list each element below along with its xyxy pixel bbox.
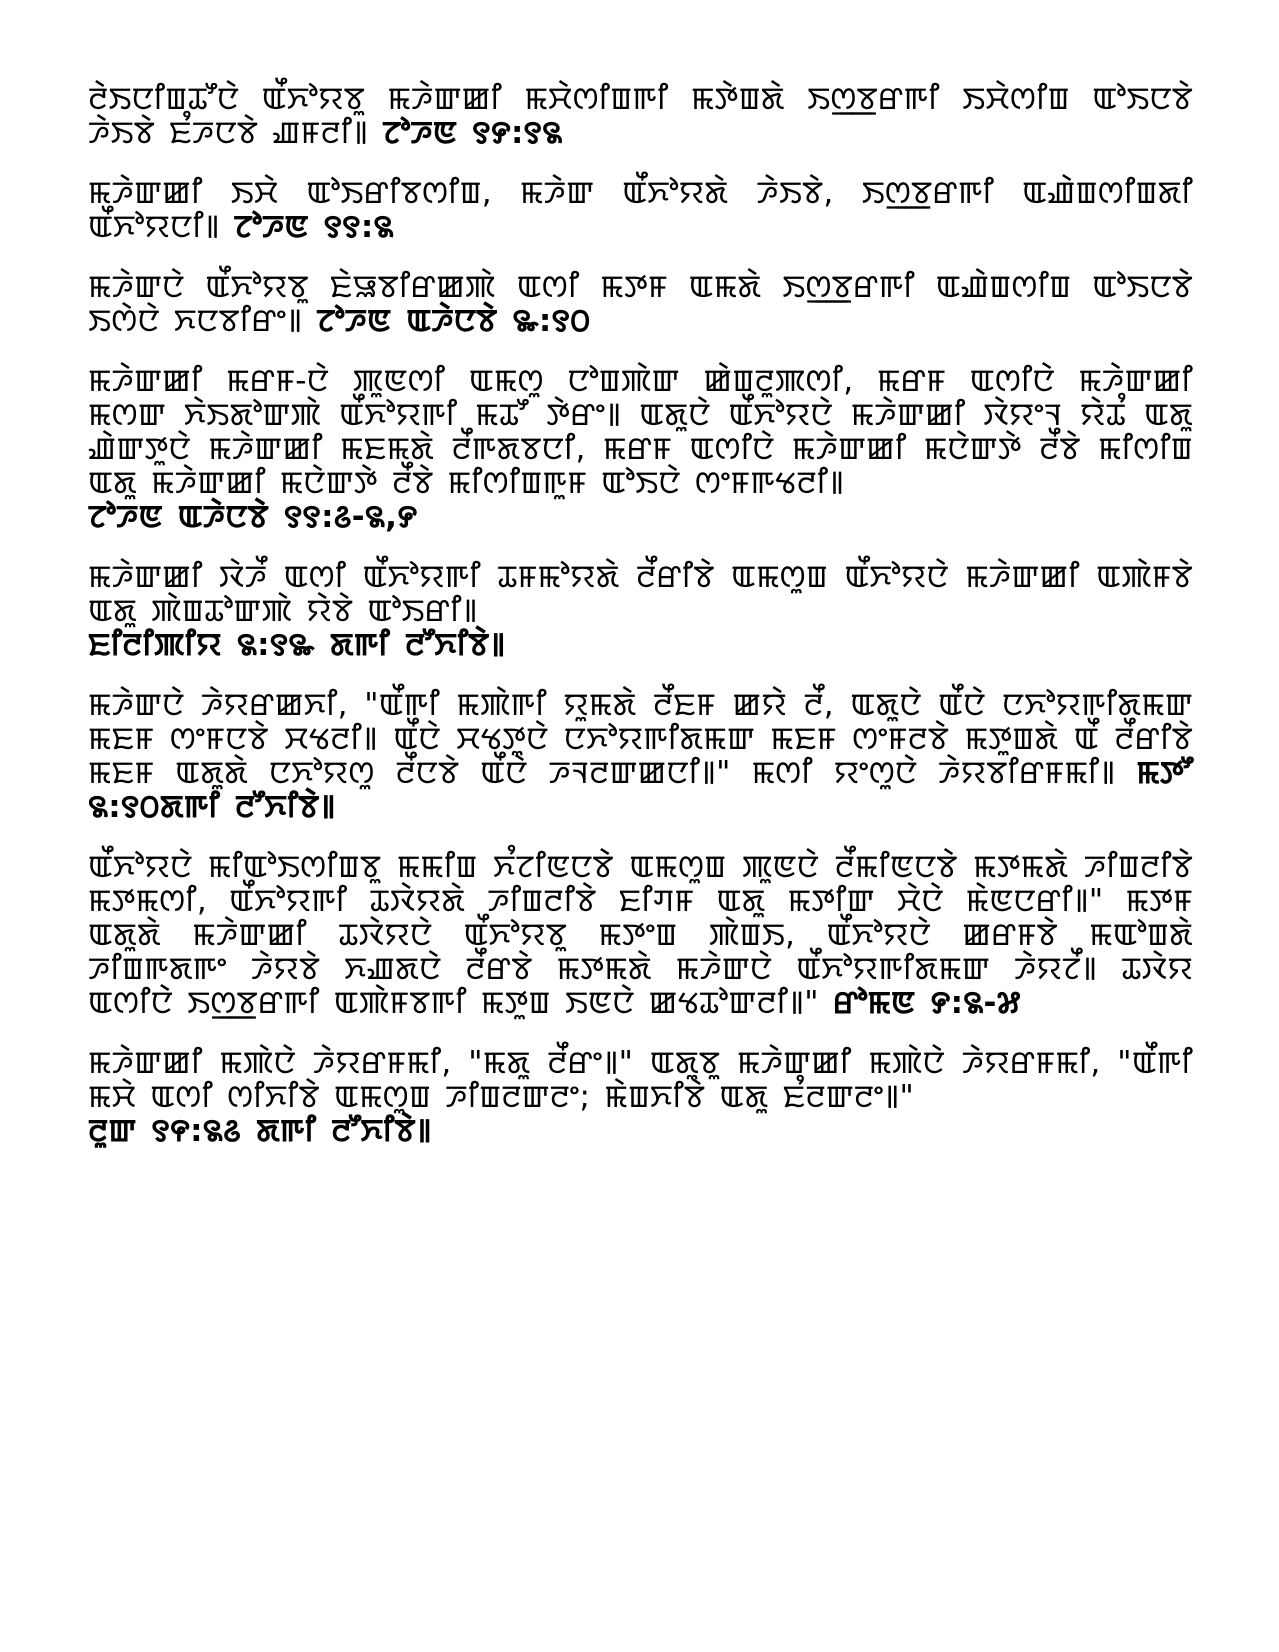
paragraph-text: ꯃꯍꯥꯛꯅꯥ ꯑꯩꯈꯣꯌꯕꯨ ꯐꯥꯎꯕꯤꯔꯀꯄꯥ ꯑꯁꯤ ꯃꯇꯝ ꯑꯃꯗꯥ ꯏꯁ꯭ꯕꯔꯒꯤ ꯑꯉꯥꯡꯁꯤꯡ ꯑꯣꯏꯅꯕꯥ ꯏꯁꯥꯅꯥ ꯈꯅꯕꯤꯔꯦ꯫	[88, 269, 1193, 339]
scripture-reference: ꯂꯨꯛ ꯱꯵:꯲꯴ ꯗꯒꯤ ꯂꯧꯈꯤꯕꯥ꯫	[88, 1113, 432, 1149]
document-page	[88, 82, 1193, 1148]
scripture-reference: ꯐꯤꯂꯤꯄꯤꯌ ꯲:꯱꯳ ꯗꯒꯤ ꯂꯧꯈꯤꯕꯥ꯫	[88, 627, 506, 663]
scripture-reference: ꯔꯣꯃꯟ ꯸:꯲-꯷	[832, 985, 1021, 1021]
paragraph-5	[88, 560, 1193, 662]
paragraph-text: ꯃꯍꯥꯛꯀꯤ ꯃꯔꯝ-ꯅꯥ ꯄꯨꯟꯁꯤ ꯑꯃꯁꯨ ꯅꯣꯡꯄꯥꯛ ꯀꯥꯡꯂꯨꯄꯁꯤ, ꯃꯔꯝ ꯑꯁꯤꯅꯥ ꯃꯍꯥꯛꯀꯤ ꯃꯁꯛ ꯈꯥꯏꯗꯣꯛꯄꯥ ꯑꯩꯈꯣꯌꯒꯤ ꯃꯊꯧ ꯇꯥꯔꯦ꯫ ꯑꯗꯨꯅꯥ ꯑꯩꯈꯣꯌꯅꯥ ꯃꯍꯥꯛꯀꯤ ꯋꯥꯌꯦꯜ ꯌꯥꯊꯪ ꯑꯗꯨ ꯉꯥꯛꯇꯨꯅꯥ ꯃꯍꯥꯛꯀꯤ ꯃꯐꯃꯗꯥ ꯂꯩꯒꯗꯕꯅꯤ, ꯃꯔꯝ ꯑꯁꯤꯅꯥ ꯃꯍꯥꯛꯀꯤ ꯃꯅꯥꯛꯇꯥ ꯂꯩꯕꯥ ꯃꯤꯁꯤꯡ ꯑꯗꯨ ꯃꯍꯥꯛꯀꯤ ꯃꯅꯥꯛꯇꯥ ꯂꯩꯕꯥ ꯃꯤꯁꯤꯡꯒꯨꯝ ꯑꯣꯏꯅꯥ ꯁꯦꯝꯒꯠꯂꯤ꯫	[88, 363, 1193, 501]
scripture-reference: ꯃꯇꯧ ꯲:꯱꯰ꯗꯒꯤ ꯂꯧꯈꯤꯕꯥ꯫	[88, 755, 1194, 825]
paragraph-3	[88, 270, 1193, 338]
scripture-reference: ꯖꯣꯍꯟ ꯑꯍꯥꯅꯕꯥ ꯳:꯱꯰	[316, 303, 591, 339]
paragraph-4	[88, 364, 1193, 534]
paragraph-2	[88, 176, 1193, 244]
paragraph-1	[88, 82, 1193, 150]
paragraph-text: ꯑꯩꯈꯣꯌꯅꯥ ꯃꯤꯑꯣꯏꯁꯤꯡꯕꯨ ꯃꯃꯤꯡ ꯈꯪꯖꯤꯟꯅꯕꯥ ꯑꯃꯁꯨꯡ ꯄꯨꯟꯅꯥ ꯂꯩꯃꯤꯟꯅꯕꯥ ꯃꯇꯃꯗꯥ ꯍꯤꯡꯂꯤꯕꯥ ꯃꯇꯃꯁꯤ, ꯑꯩꯈꯣꯌꯒꯤ ꯊꯋꯥꯌꯗꯥ ꯍꯤꯡꯂꯤꯕꯥ ꯐꯤꯚꯝ ꯑꯗꯨ ꯃꯇꯤꯛ ꯆꯥꯅꯥ ꯃꯥꯟꯅꯔꯤ꯫" ꯃꯇꯝ ꯑꯗꯨꯗꯥ ꯃꯍꯥꯛꯀꯤ ꯊꯋꯥꯌꯅꯥ ꯑꯩꯈꯣꯌꯕꯨ ꯃꯇꯦꯡ ꯄꯥꯡꯏ, ꯑꯩꯈꯣꯌꯅꯥ ꯀꯔꯝꯕꯥ ꯃꯑꯣꯡꯗꯥ ꯍꯤꯡꯒꯗꯒꯦ ꯍꯥꯌꯕꯥ ꯈꯉꯗꯅꯥ ꯂꯩꯔꯕꯥ ꯃꯇꯃꯗꯥ ꯃꯍꯥꯛꯅꯥ ꯑꯩꯈꯣꯌꯒꯤꯗꯃꯛ ꯍꯥꯌꯖꯩ꯫ ꯊꯋꯥꯌ ꯑꯁꯤꯅꯥ ꯏꯁ꯭ꯕꯔꯒꯤ ꯑꯄꯥꯝꯕꯒꯤ ꯃꯇꯨꯡ ꯏꯟꯅꯥ ꯀꯠꯊꯣꯛꯂꯤ꯫"	[88, 849, 1193, 1021]
scripture-reference: ꯖꯣꯍꯟ ꯱꯱:꯲	[233, 209, 394, 245]
paragraph-6	[88, 688, 1193, 824]
paragraph-text: ꯃꯍꯥꯛꯅꯥ ꯍꯥꯌꯔꯀꯈꯤ, "ꯑꯩꯒꯤ ꯃꯄꯥꯒꯤ ꯌꯨꯃꯗꯥ ꯂꯩꯐꯝ ꯀꯌꯥ ꯂꯩ, ꯑꯗꯨꯅꯥ ꯑꯩꯅꯥ ꯅꯈꯣꯌꯒꯤꯗꯃꯛ ꯃꯐꯝ ꯁꯦꯝꯅꯕꯥ ꯆꯠꯂꯤ꯫ ꯑꯩꯅꯥ ꯆꯠꯇꯨꯅꯥ ꯅꯈꯣꯌꯒꯤꯗꯃꯛ ꯃꯐꯝ ꯁꯦꯝꯂꯕꯥ ꯃꯇꯨꯡꯗꯥ ꯑꯩ ꯂꯩꯔꯤꯕꯥ ꯃꯐꯝ ꯑꯗꯨꯗꯥ ꯅꯈꯣꯌꯁꯨ ꯂꯩꯅꯕꯥ ꯑꯩꯅꯥ ꯍꯜꯂꯛꯀꯅꯤ꯫" ꯃꯁꯤ ꯌꯦꯁꯨꯅꯥ ꯍꯥꯌꯕꯤꯔꯝꯃꯤ꯫	[88, 687, 1193, 791]
scripture-reference: ꯖꯣꯍꯟ ꯑꯍꯥꯅꯕꯥ ꯱꯱:꯴-꯲,꯸	[88, 499, 418, 535]
paragraph-text: ꯃꯍꯥꯛꯀꯤ ꯋꯥꯍꯩ ꯑꯁꯤ ꯑꯩꯈꯣꯌꯒꯤ ꯊꯝꯃꯣꯌꯗꯥ ꯂꯩꯔꯤꯕꯥ ꯑꯃꯁꯨꯡ ꯑꯩꯈꯣꯌꯅꯥ ꯃꯍꯥꯛꯀꯤ ꯑꯄꯥꯝꯕꯥ ꯑꯗꯨ ꯄꯥꯡꯊꯣꯛꯄꯥ ꯌꯥꯕꯥ ꯑꯣꯏꯔꯤ꯫	[88, 559, 1193, 629]
paragraph-text: ꯂꯥꯏꯅꯤꯡꯊꯧꯅꯥ ꯑꯩꯈꯣꯌꯕꯨ ꯃꯍꯥꯛꯀꯤ ꯃꯆꯥꯁꯤꯡꯒꯤ ꯃꯇꯥꯡꯗꯥ ꯏꯁ꯭ꯕꯔꯒꯤ ꯏꯆꯥꯁꯤꯡ ꯑꯣꯏꯅꯕꯥ ꯍꯥꯏꯕꯥ ꯐꯪꯍꯅꯕꯥ ꯉꯝꯂꯤ꯫	[88, 81, 1193, 151]
paragraph-7	[88, 850, 1193, 1020]
paragraph-text: ꯃꯍꯥꯛꯀꯤ ꯃꯄꯥꯅꯥ ꯍꯥꯌꯔꯝꯃꯤ, "ꯃꯗꯨ ꯂꯩꯔꯦ꯫" ꯑꯗꯨꯕꯨ ꯃꯍꯥꯛꯀꯤ ꯃꯄꯥꯅꯥ ꯍꯥꯌꯔꯝꯃꯤ, "ꯑꯩꯒꯤ ꯃꯆꯥ ꯑꯁꯤ ꯁꯤꯈꯤꯕꯥ ꯑꯃꯁꯨꯡ ꯍꯤꯡꯂꯛꯂꯦ; ꯃꯥꯡꯈꯤꯕꯥ ꯑꯗꯨ ꯐꯪꯂꯛꯂꯦ꯫"	[88, 1045, 1193, 1115]
paragraph-text: ꯃꯍꯥꯛꯀꯤ ꯏꯆꯥ ꯑꯣꯏꯔꯤꯕꯁꯤꯡ, ꯃꯍꯥꯛ ꯑꯩꯈꯣꯌꯗꯥ ꯍꯥꯏꯕꯥ, ꯏꯁ꯭ꯕꯔꯒꯤ ꯑꯉꯥꯡꯁꯤꯡꯗꯤ ꯑꯩꯈꯣꯌꯅꯤ꯫	[88, 175, 1193, 245]
paragraph-8	[88, 1046, 1193, 1148]
scripture-reference: ꯖꯣꯍꯟ ꯱꯸:꯱꯲	[382, 115, 563, 151]
